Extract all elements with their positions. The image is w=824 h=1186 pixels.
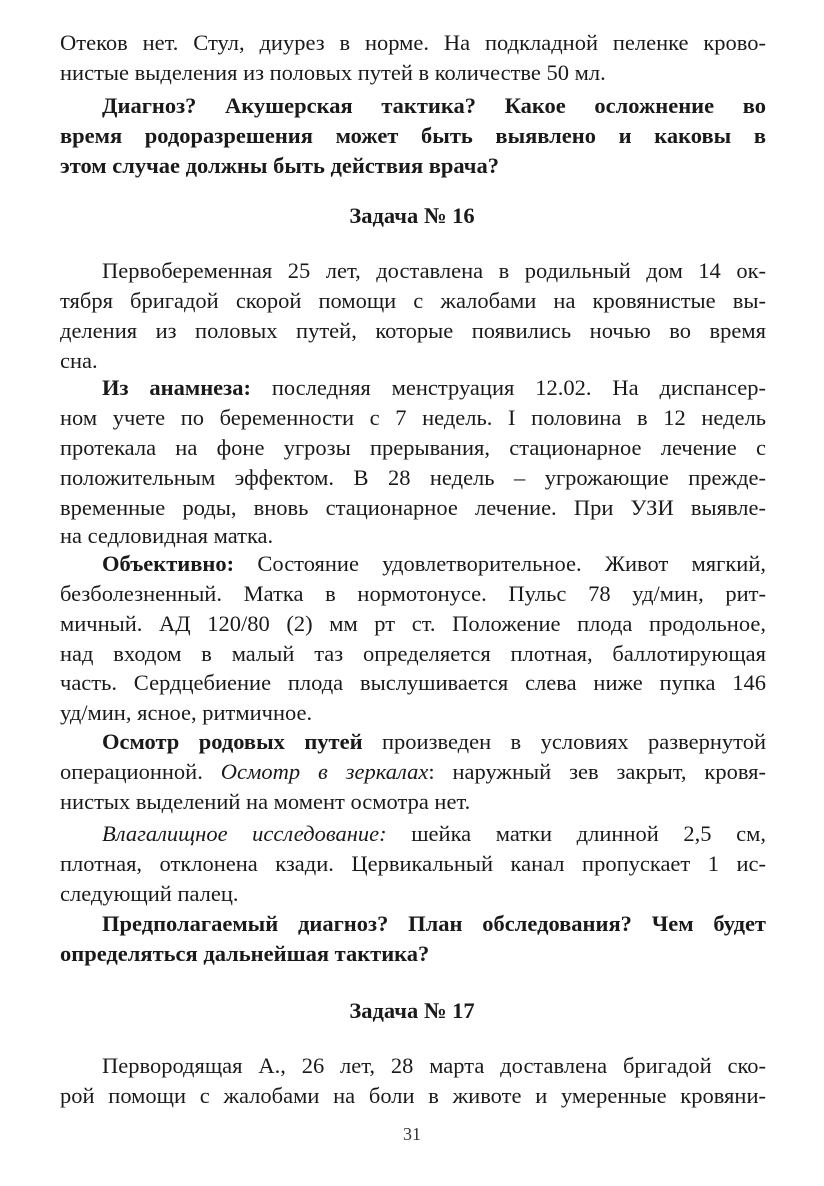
objective-line [102,549,766,579]
body-text-line: положительным эффектом. В 28 недель – угрожающие прежде- [60,465,766,490]
body-text-line: плотная, отклонена кзади. Цервикальный канал пропускает 1 ис- [60,851,766,876]
body-text-line: рой помощи с жалобами на боли в животе и умеренные кровяни- [60,1083,766,1108]
anamnesis-line [102,373,766,403]
exam-text: произведен в условиях развернутой [362,729,767,754]
body-text-line: часть. Сердцебиение плода выслушивается слева ниже пупка 146 [60,670,766,695]
speculum-label: Осмотр в зеркалах [220,759,429,784]
exam-text: операционной. [60,759,221,784]
body-text-line: Первородящая А., 26 лет, 28 марта доставлена бригадой ско- [102,1053,766,1078]
question-text-line: время родоразрешения может быть выявлено и каковы в [60,123,766,148]
vaginal-label: Влагалищное исследование: [102,821,387,846]
objective-text: Состояние удовлетворительное. Живот мягкий, [234,551,766,576]
question-text-line: Предполагаемый диагноз? План обследования? Чем будет [102,911,766,936]
body-text-line: нистые выделения из половых путей в количестве 50 мл. [60,60,606,85]
body-text-line: сна. [60,348,98,373]
anamnesis-text: последняя менструация 12.02. На диспансер- [250,375,766,400]
body-text-line: нистых выделений на момент осмотра нет. [60,789,471,814]
exam-text: : наружный зев закрыт, кровя- [428,759,766,784]
task-17-title: Задача № 17 [349,998,475,1023]
exam-line [102,727,766,757]
vaginal-line [102,819,766,849]
body-text-line: следующий палец. [60,881,239,906]
body-text-line: на седловидная матка. [60,523,274,548]
objective-label: Объективно: [102,551,235,576]
body-text-line: безболезненный. Матка в нормотонусе. Пульс 78 уд/мин, рит- [60,581,766,606]
body-text-line: ном учете по беременности с 7 недель. I половина в 12 недель [60,405,766,430]
question-text-line: этом случае должны быть действия врача? [60,153,499,178]
exam-label: Осмотр родовых путей [102,729,363,754]
question-text-line: определяться дальнейшая тактика? [60,941,430,966]
body-text-line: тября бригадой скорой помощи с жалобами на кровянистые вы- [60,288,766,313]
question-text-line: Диагноз? Акушерская тактика? Какое осложнение во [102,93,766,118]
exam-line [60,757,766,787]
body-text-line: Первобеременная 25 лет, доставлена в родильный дом 14 ок- [102,258,766,283]
anamnesis-label: Из анамнеза: [102,375,251,400]
body-text-line: временные роды, вновь стационарное лечение. При УЗИ выявле- [60,495,766,520]
task-16-title: Задача № 16 [349,203,475,228]
body-text-line: протекала на фоне угрозы прерывания, стационарное лечение с [60,435,766,460]
vaginal-text: шейка матки длинной 2,5 см, [386,821,766,846]
body-text-line: уд/мин, ясное, ритмичное. [60,700,313,725]
body-text-line: Отеков нет. Стул, диурез в норме. На подкладной пеленке крово- [60,30,766,55]
body-text-line: мичный. АД 120/80 (2) мм рт ст. Положение плода продольное, [60,611,766,636]
body-text-line: над входом в малый таз определяется плотная, баллотирующая [60,641,766,666]
page-number: 31 [403,1124,421,1144]
body-text-line: деления из половых путей, которые появились ночью во время [60,318,766,343]
